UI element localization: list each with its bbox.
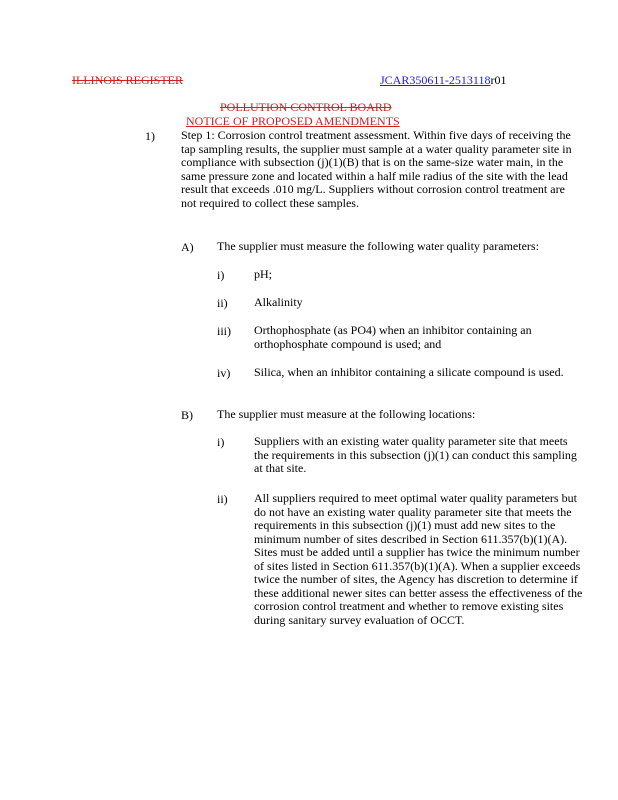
item-b-i-text: Suppliers with an existing water quality parameter site that meets the requirements in this subsection (j)(1) can conduct this sampling at that site. — [254, 434, 577, 475]
item-1-text: Step 1: Corrosion control treatment assessment. Within five days of receiving the tap sampling results, the supplier must sample at a water quality parameter site in compliance with subsection (j)(1)(B) that is on the same-size water main, in the same pressure zone and located within a half mile radius of the site with the lead result that exceeds .010 mg/L. Suppliers without corrosion control treatment are not required to collect these samples. — [181, 128, 572, 210]
item-a-ii-number: ii) — [217, 296, 228, 310]
item-a-ii-text: Alkalinity — [254, 295, 303, 309]
item-b-ii-text: All suppliers required to meet optimal water quality parameters but do not have an existing water quality parameter site that meets the requirements in this subsection (j)(1) must add new sites to the minimum number of sites described in Section 611.357(b)(1)(A). Sites must be added until a supplier has twice the minimum number of sites listed in Section 611.357(b)(1)(A). When a supplier exceeds twice the number of sites, the Agency has discretion to determine if these additional newer sites can better assess the effectiveness of the corrosion control treatment and whether to remove existing sites during sanitary survey evaluation of OCCT. — [254, 491, 583, 627]
item-b-ii-number: ii) — [217, 492, 228, 506]
item-a-iii-text: Orthophosphate (as PO4) when an inhibitor containing an orthophosphate compound is used; and — [254, 323, 532, 351]
jcar-code-base: JCAR350611-2513118 — [380, 73, 491, 87]
item-b-text: The supplier must measure at the following locations: — [217, 407, 476, 421]
jcar-code-rev: r01 — [490, 73, 507, 87]
item-a-iv-text: Silica, when an inhibitor containing a silicate compound is used. — [254, 365, 564, 379]
item-a-iv-number: iv) — [217, 366, 231, 380]
item-a-i-text: pH; — [254, 267, 272, 281]
item-a-text: The supplier must measure the following water quality parameters: — [217, 239, 539, 253]
item-a-iii-number: iii) — [217, 324, 231, 338]
register-header: ILLINOIS REGISTER — [72, 73, 183, 87]
item-b-number: B) — [181, 408, 193, 422]
notice-title: NOTICE OF PROPOSED AMENDMENTS — [186, 114, 400, 128]
board-title: POLLUTION CONTROL BOARD — [220, 100, 392, 114]
item-a-i-number: i) — [217, 268, 225, 282]
item-b-i-number: i) — [217, 435, 225, 449]
item-a-number: A) — [181, 240, 194, 254]
jcar-code — [380, 73, 506, 88]
item-1-number: 1) — [145, 129, 155, 143]
